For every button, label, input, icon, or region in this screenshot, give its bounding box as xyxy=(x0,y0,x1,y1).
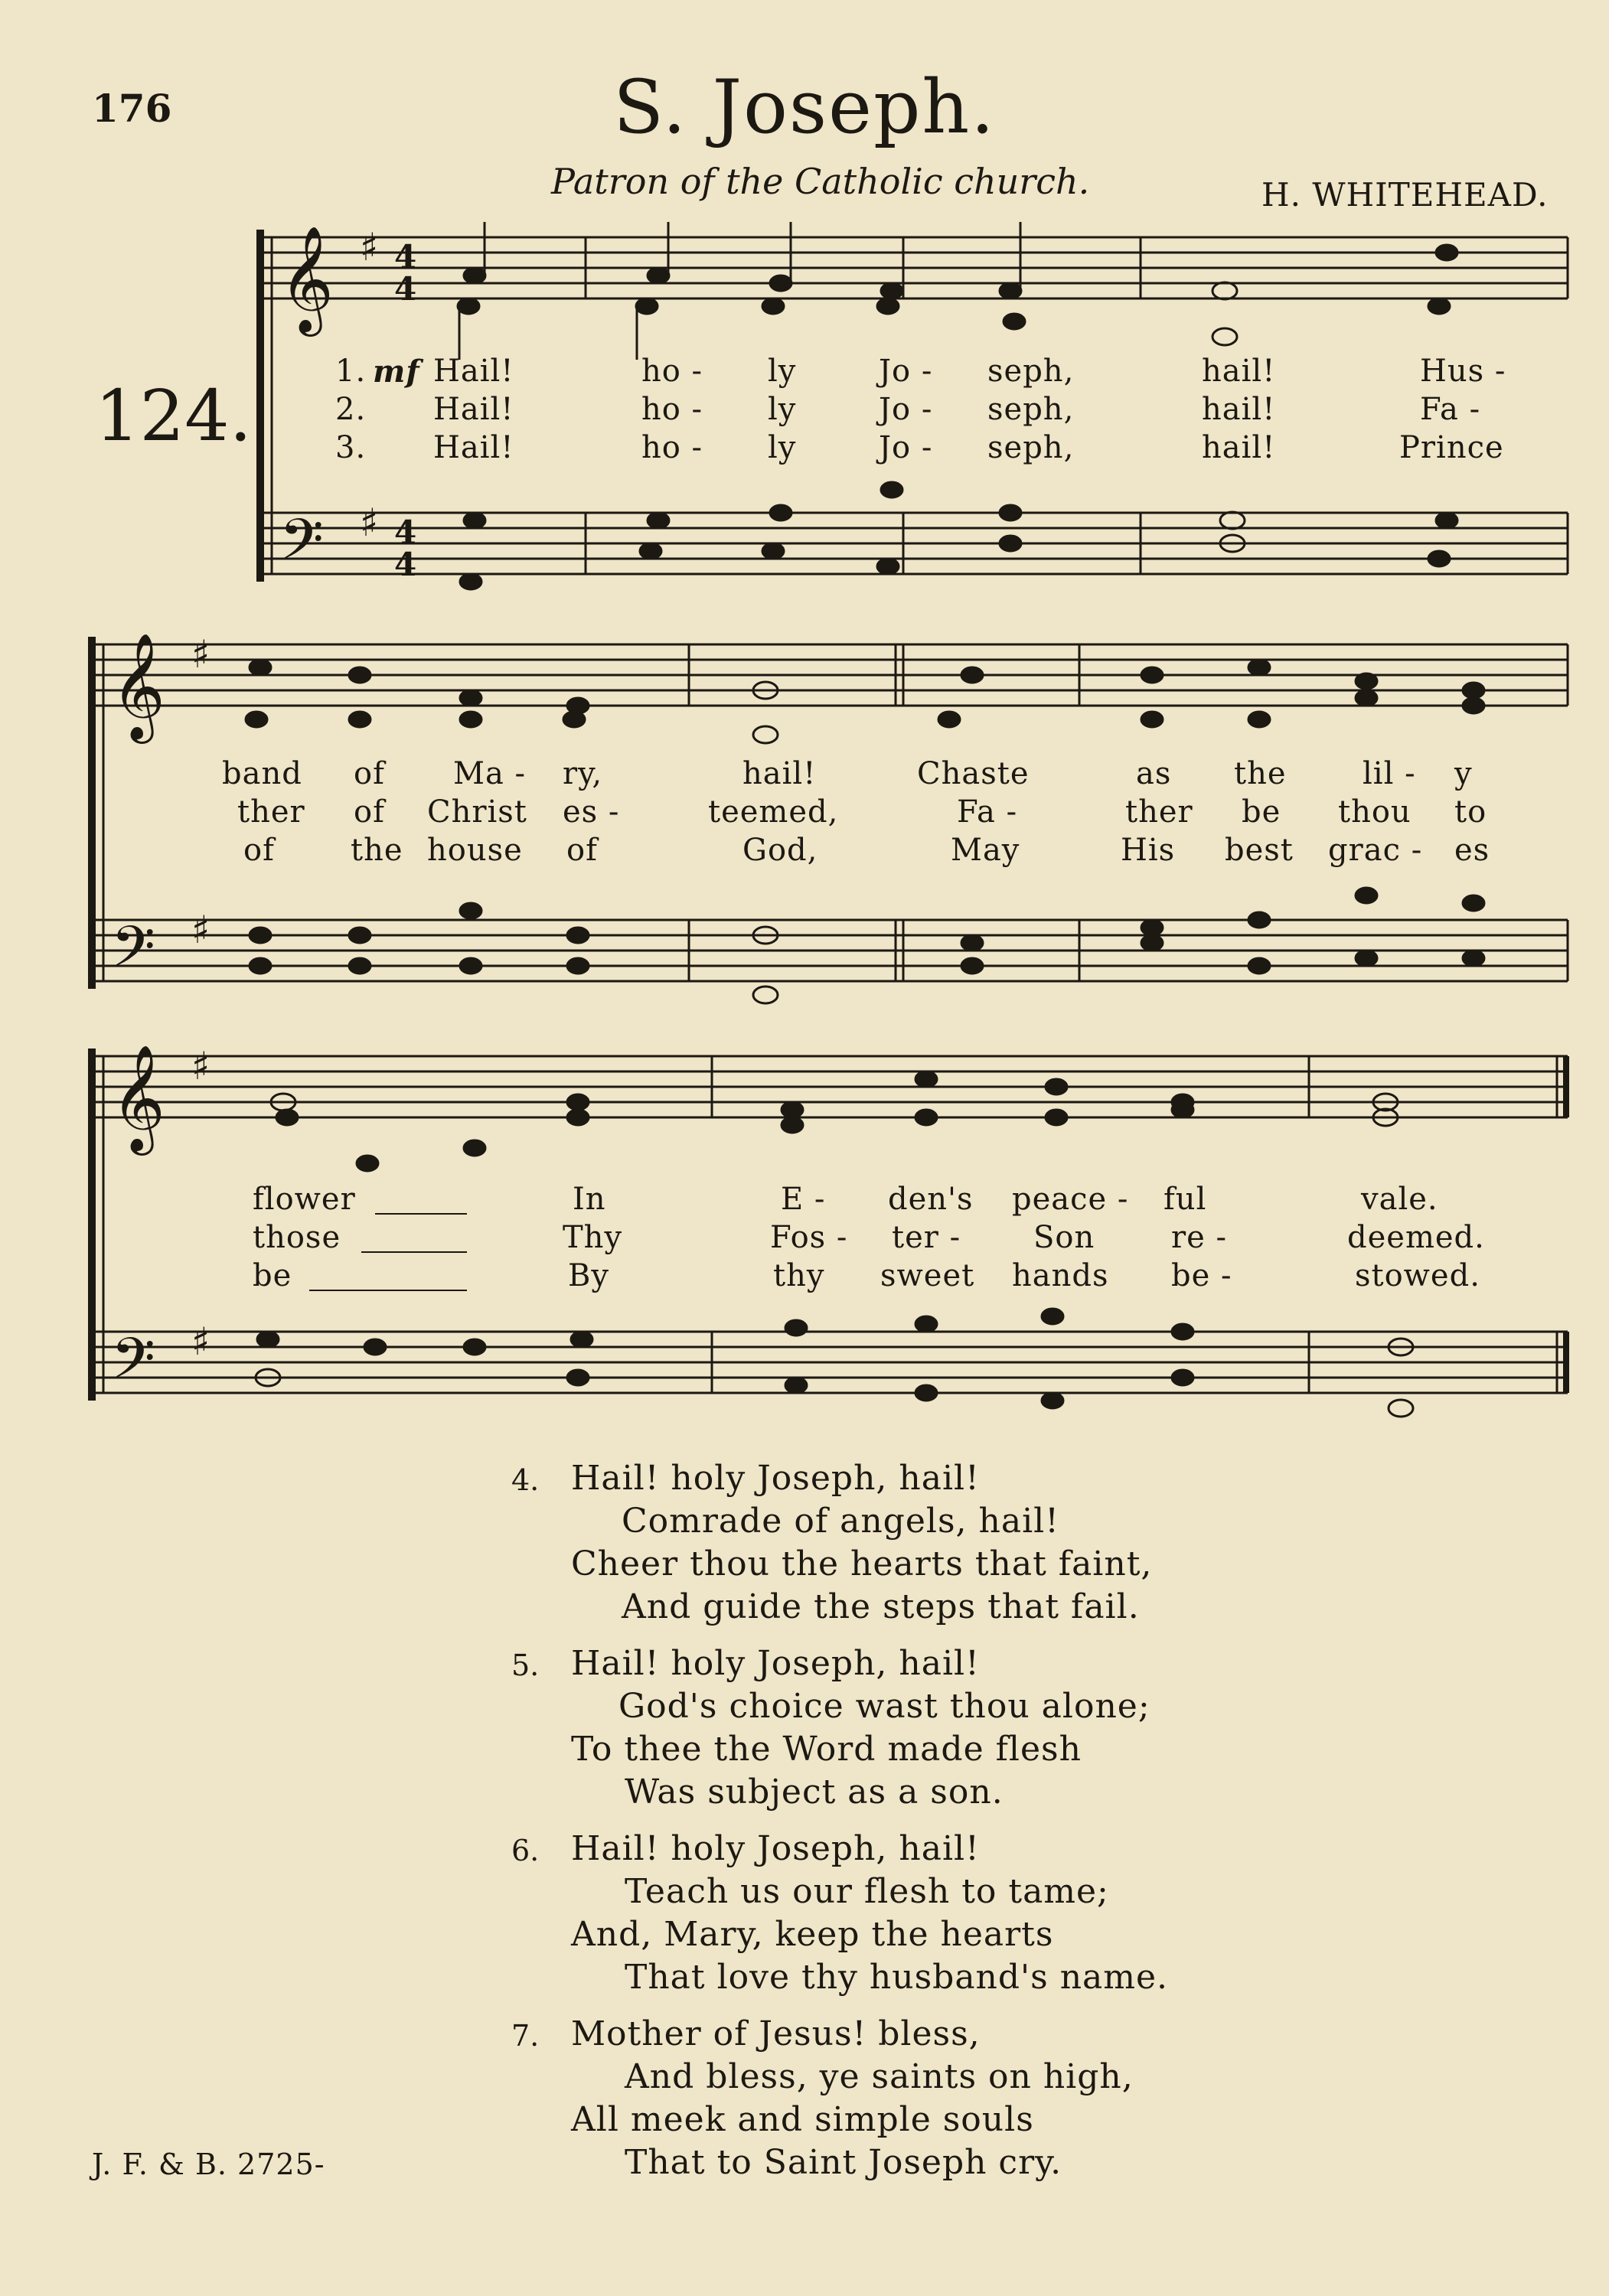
melisma-line xyxy=(375,1213,467,1215)
verse-line: And bless, ye saints on high, xyxy=(625,2057,1134,2096)
dynamic-marking: mf xyxy=(373,354,420,390)
lyric-syllable: of xyxy=(566,833,598,868)
lyric-syllable: Jo - xyxy=(879,354,933,389)
lyric-syllable: band xyxy=(222,756,302,791)
lyric-syllable: grac - xyxy=(1328,833,1423,868)
lyric-syllable: vale. xyxy=(1361,1182,1438,1217)
lyric-syllable: den's xyxy=(888,1182,974,1217)
verse-line: Hail! holy Joseph, hail! xyxy=(571,1829,980,1868)
composer-name: H. WHITEHEAD. xyxy=(1261,176,1549,214)
hymn-subtitle: Patron of the Catholic church. xyxy=(551,161,1090,202)
lyric-syllable: Chaste xyxy=(917,756,1030,791)
lyric-syllable: Hail! xyxy=(433,430,514,465)
svg-text:♯: ♯ xyxy=(191,908,211,952)
lyric-syllable: His xyxy=(1121,833,1176,868)
lyric-syllable: those xyxy=(253,1220,341,1255)
lyric-syllable: the xyxy=(1234,756,1287,791)
svg-text:𝄢: 𝄢 xyxy=(111,914,155,994)
svg-text:♯: ♯ xyxy=(191,1044,211,1088)
lyric-syllable: thy xyxy=(773,1258,825,1293)
lyric-syllable: deemed. xyxy=(1347,1220,1485,1255)
lyric-syllable: ful xyxy=(1164,1182,1207,1217)
page-number: 176 xyxy=(92,86,172,131)
lyric-syllable: ho - xyxy=(641,392,703,427)
verse-line: And, Mary, keep the hearts xyxy=(571,1915,1054,1954)
lyric-syllable: May xyxy=(951,833,1020,868)
svg-text:4: 4 xyxy=(394,514,417,551)
verse-line: Teach us our flesh to tame; xyxy=(625,1872,1109,1911)
verse-line: That to Saint Joseph cry. xyxy=(625,2143,1062,2182)
hymn-number: 124. xyxy=(95,375,252,457)
lyric-syllable: best xyxy=(1225,833,1294,868)
verse-line: All meek and simple souls xyxy=(571,2100,1034,2139)
lyric-syllable: of xyxy=(243,833,275,868)
verse-line: God's choice wast thou alone; xyxy=(618,1687,1150,1726)
lyric-syllable: Fos - xyxy=(770,1220,848,1255)
verse-line: Cheer thou the hearts that faint, xyxy=(571,1544,1153,1583)
lyric-syllable: of xyxy=(354,794,385,830)
lyric-syllable: Fa - xyxy=(957,794,1018,830)
lyric-syllable: Hail! xyxy=(433,392,514,427)
melisma-line xyxy=(309,1290,467,1291)
lyric-syllable: Jo - xyxy=(879,392,933,427)
lyric-syllable: seph, xyxy=(987,430,1075,465)
lyric-syllable: the xyxy=(351,833,403,868)
lyric-syllable: Ma - xyxy=(453,756,527,791)
svg-text:♯: ♯ xyxy=(191,1319,211,1364)
svg-text:𝄞: 𝄞 xyxy=(111,1045,165,1151)
lyric-syllable: es - xyxy=(563,794,620,830)
verse-number: 7. xyxy=(511,2019,540,2053)
lyric-syllable: peace - xyxy=(1012,1182,1129,1217)
lyric-syllable: Fa - xyxy=(1420,392,1481,427)
lyric-syllable: y xyxy=(1454,756,1473,791)
svg-text:♯: ♯ xyxy=(360,225,379,269)
lyric-syllable: ter - xyxy=(892,1220,961,1255)
lyric-syllable: Christ xyxy=(427,794,527,830)
svg-text:4: 4 xyxy=(394,270,417,308)
lyric-syllable: In xyxy=(573,1182,606,1217)
lyric-syllable: Jo - xyxy=(879,430,933,465)
lyric-syllable: be - xyxy=(1171,1258,1232,1293)
lyric-syllable: hail! xyxy=(1202,354,1276,389)
lyric-syllable: E - xyxy=(781,1182,826,1217)
verse-number: 3. xyxy=(335,430,367,465)
lyric-syllable: Prince xyxy=(1399,430,1504,465)
lyric-syllable: ho - xyxy=(641,430,703,465)
lyric-syllable: seph, xyxy=(987,354,1075,389)
svg-text:4: 4 xyxy=(394,546,417,583)
lyric-syllable: es xyxy=(1454,833,1490,868)
lyric-syllable: stowed. xyxy=(1355,1258,1480,1293)
lyric-syllable: ther xyxy=(237,794,305,830)
lyric-syllable: ly xyxy=(768,392,797,427)
lyric-syllable: ry, xyxy=(563,756,603,791)
lyric-syllable: lil - xyxy=(1363,756,1416,791)
svg-text:♯: ♯ xyxy=(360,501,379,545)
lyric-syllable: re - xyxy=(1171,1220,1228,1255)
verse-line: That love thy husband's name. xyxy=(625,1958,1169,1997)
verse-line: And guide the steps that fail. xyxy=(622,1587,1140,1626)
lyric-syllable: hail! xyxy=(742,756,817,791)
lyric-syllable: as xyxy=(1136,756,1172,791)
svg-text:𝄞: 𝄞 xyxy=(279,226,334,332)
verse-line: Mother of Jesus! bless, xyxy=(571,2014,981,2053)
verse-number: 1. xyxy=(335,354,367,389)
svg-text:♯: ♯ xyxy=(191,632,211,677)
lyric-syllable: Hus - xyxy=(1420,354,1506,389)
svg-text:𝄞: 𝄞 xyxy=(111,633,165,739)
lyric-syllable: ho - xyxy=(641,354,703,389)
lyric-syllable: By xyxy=(568,1258,609,1293)
hymn-title: S. Joseph. xyxy=(613,64,996,150)
lyric-syllable: hail! xyxy=(1202,430,1276,465)
lyric-syllable: hail! xyxy=(1202,392,1276,427)
verse-number: 5. xyxy=(511,1649,540,1682)
lyric-syllable: teemed, xyxy=(708,794,839,830)
verse-number: 6. xyxy=(511,1834,540,1867)
lyric-syllable: house xyxy=(427,833,523,868)
melisma-line xyxy=(361,1251,467,1253)
lyric-syllable: of xyxy=(354,756,385,791)
lyric-syllable: ly xyxy=(768,354,797,389)
lyric-syllable: flower xyxy=(253,1182,356,1217)
svg-text:𝄢: 𝄢 xyxy=(111,1326,155,1406)
lyric-syllable: be xyxy=(1242,794,1281,830)
lyric-syllable: be xyxy=(253,1258,292,1293)
lyric-syllable: hands xyxy=(1012,1258,1109,1293)
lyric-syllable: thou xyxy=(1338,794,1412,830)
svg-text:𝄢: 𝄢 xyxy=(279,507,324,587)
lyric-syllable: Hail! xyxy=(433,354,514,389)
lyric-syllable: sweet xyxy=(880,1258,975,1293)
lyric-syllable: ly xyxy=(768,430,797,465)
lyric-syllable: Thy xyxy=(563,1220,623,1255)
verse-line: Was subject as a son. xyxy=(625,1773,1004,1812)
verse-number: 4. xyxy=(511,1463,540,1497)
verse-number: 2. xyxy=(335,392,367,427)
publisher-footer: J. F. & B. 2725- xyxy=(92,2148,325,2181)
verse-line: Hail! holy Joseph, hail! xyxy=(571,1459,980,1498)
svg-text:4: 4 xyxy=(394,238,417,276)
verse-line: Comrade of angels, hail! xyxy=(622,1502,1059,1541)
lyric-syllable: seph, xyxy=(987,392,1075,427)
verse-line: To thee the Word made flesh xyxy=(571,1730,1082,1769)
lyric-syllable: to xyxy=(1454,794,1487,830)
lyric-syllable: God, xyxy=(742,833,818,868)
lyric-syllable: Son xyxy=(1033,1220,1095,1255)
lyric-syllable: ther xyxy=(1125,794,1193,830)
verse-line: Hail! holy Joseph, hail! xyxy=(571,1644,980,1683)
